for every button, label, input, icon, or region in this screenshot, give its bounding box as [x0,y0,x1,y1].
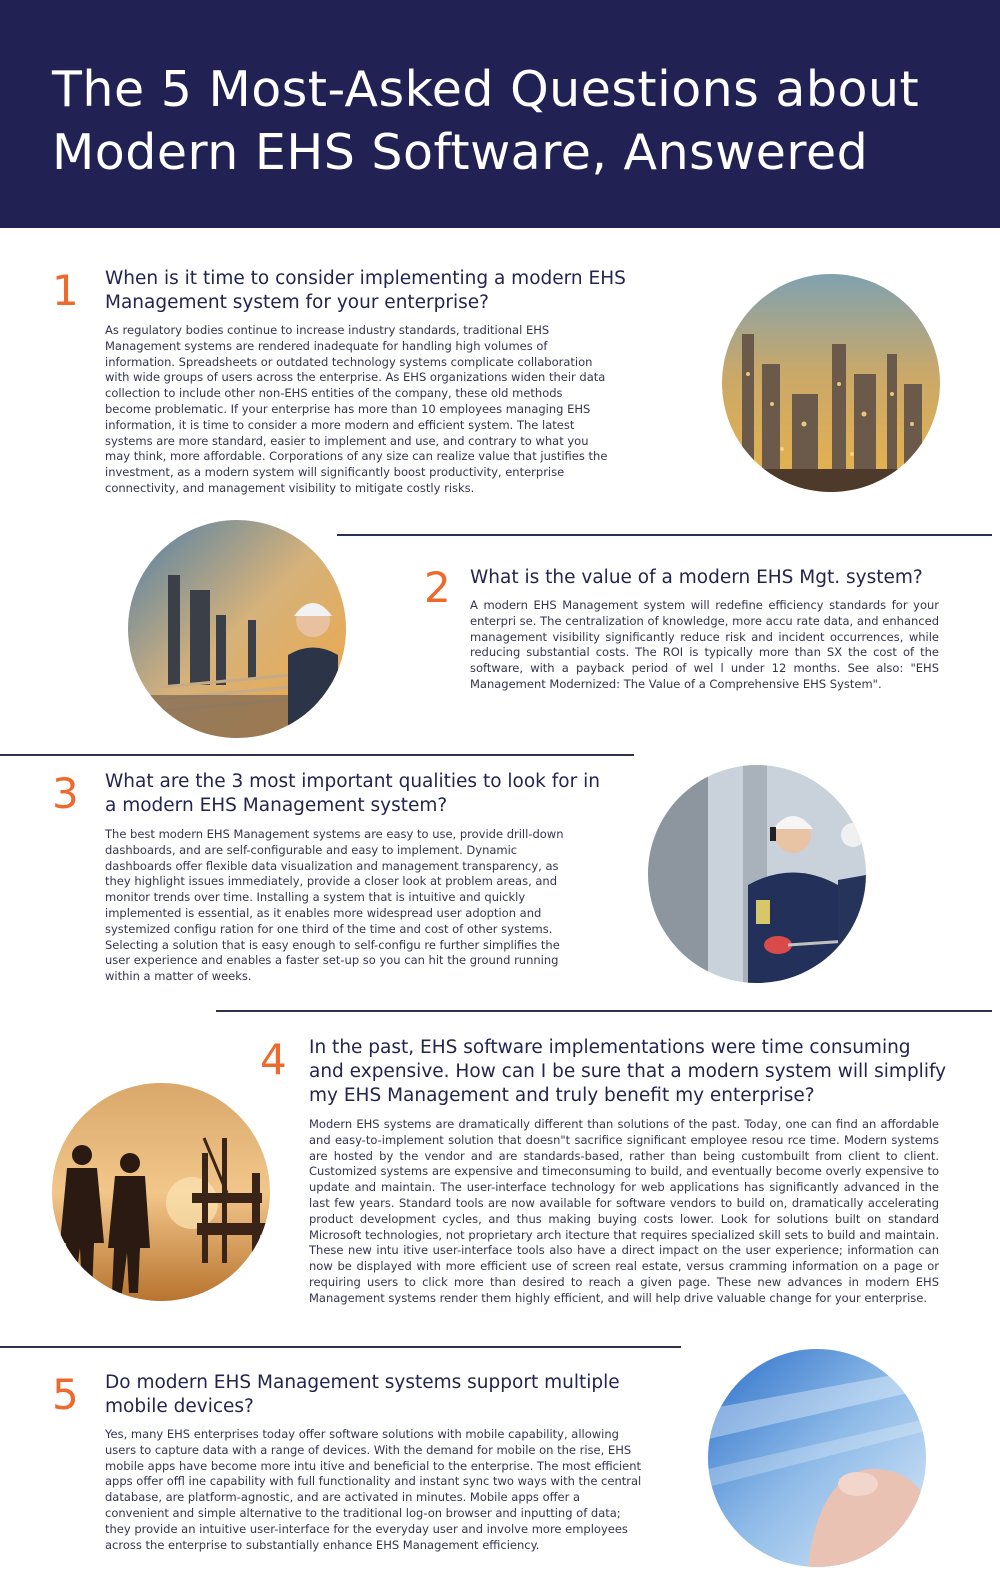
silhouettes-offshore-rig-image [52,1083,270,1301]
question-3-heading: What are the 3 most important qualities to look for in a modern EHS Management system? [105,771,600,816]
engineer-at-refinery-image [128,520,346,738]
section-divider-1 [337,534,992,536]
question-5-answer: Yes, many EHS enterprises today offer software solutions with mobile capability, allowing users to capture data with a range of devices. With the demand for mobile on the rise, EHS mobile apps have become more intu itive and beneficial to the enterprise. The most efficient apps offer offl ine capability with full functionality and instant sync two ways with the central database, are platform-agnostic, and are activated in minutes. Mobile apps offer a convenient and simple alternative to the traditional log-on browser and inputting of data; they provide an intuitive user-interface for the everyday user and involve more employees across the enterprise to substantially enhance EHS Management efficiency. [105,1427,642,1552]
refinery-at-dusk-image [722,274,940,492]
question-number-1: 1 [52,266,79,315]
question-2-answer: A modern EHS Management system will redefine efficiency standards for your enterpri se. The centralization of knowledge, more accu rate data, and enhanced management visibility significantly reduce risk and incident occurrences, while reducing substantial costs. The ROI is typically more than SX the cost of the software, with a payback period of wel l under 12 months. See also: "EHS Management Modernized: The Value of a Comprehensive EHS System". [470,598,939,691]
section-divider-4 [0,1346,681,1348]
question-number-5: 5 [52,1370,79,1419]
question-number-2: 2 [424,563,451,612]
header-banner [0,0,1000,228]
section-divider-2 [0,754,634,756]
question-2-heading: What is the value of a modern EHS Mgt. system? [470,567,923,588]
workers-with-gas-detector-image [648,765,866,983]
question-4-answer: Modern EHS systems are dramatically different than solutions of the past. Today, one can find an affordable and easy-to-implement solution that doesn"t sacrifice significant employee resou rce time. Modern systems are hosted by the vendor and are standards-based, rather than being custombuilt from client to client. Customized systems are expensive and timeconsuming to build, and eventually become overly expensive to update and maintain. The user-interface technology for web applications has significantly advanced in the last few years. Standard tools are now available for software vendors to build on, dramatically accelerating product development cycles, and thus making buying costs lower. Look for solutions built on standard Microsoft technologies, not proprietary arch itecture that requires specialized skill sets to build and maintain. These new intu itive user-interface tools also have a direct impact on the user experience; information can now be displayed with more efficient use of screen real estate, versus cramming information on a page or requiring users to click more than desired to reach a given page. These new advances in modern EHS Management systems render them highly efficient, and will help drive valuable change for your enterprise. [309,1117,939,1305]
question-4-heading: In the past, EHS software implementations were time consuming and expensive. How can I be sure that a modern system will simplify my EHS Management and truly benefit my enterprise? [309,1037,947,1106]
page-title: The 5 Most-Asked Questions about Modern EHS Software, Answered [52,61,920,181]
question-1-heading: When is it time to consider implementing a modern EHS Management system for your enterprise? [105,268,626,313]
question-number-3: 3 [52,769,79,818]
question-1-answer: As regulatory bodies continue to increase industry standards, traditional EHS Management systems are rendered inadequate for handling high volumes of information. Spreadsheets or outdated technology systems complicate collaboration with wide groups of users across the enterprise. As EHS organizations widen their data collection to include other non-EHS entities of the company, these old methods become problematic. If your enterprise has more than 10 employees managing EHS information, it is time to consider a more modern and efficient system. The latest systems are more standard, easier to implement and use, and contrary to what you may think, more affordable. Corporations of any size can realize value that justifies the investment, as a modern system will significantly boost productivity, enterprise connectivity, and management visibility to mitigate costly risks. [105,323,608,495]
section-divider-3 [216,1010,992,1012]
finger-on-touchscreen-image [708,1349,926,1567]
question-number-4: 4 [260,1035,287,1084]
question-5-heading: Do modern EHS Management systems support multiple mobile devices? [105,1372,620,1417]
question-3-answer: The best modern EHS Management systems are easy to use, provide drill-down dashboards, and are self-configurable and easy to implement. Dynamic dashboards offer flexible data visualization and management transparency, as they highlight issues immediately, provide a closer look at problem areas, and monitor trends over time. Installing a system that is intuitive and quickly implemented is essential, as it enables more widespread user adoption and systemized configu ration for one third of the time and cost of other systems. Selecting a solution that is easy enough to self-configu re further simplifies the user experience and enables a faster set-up so you can hit the ground running within a matter of weeks. [105,827,564,984]
